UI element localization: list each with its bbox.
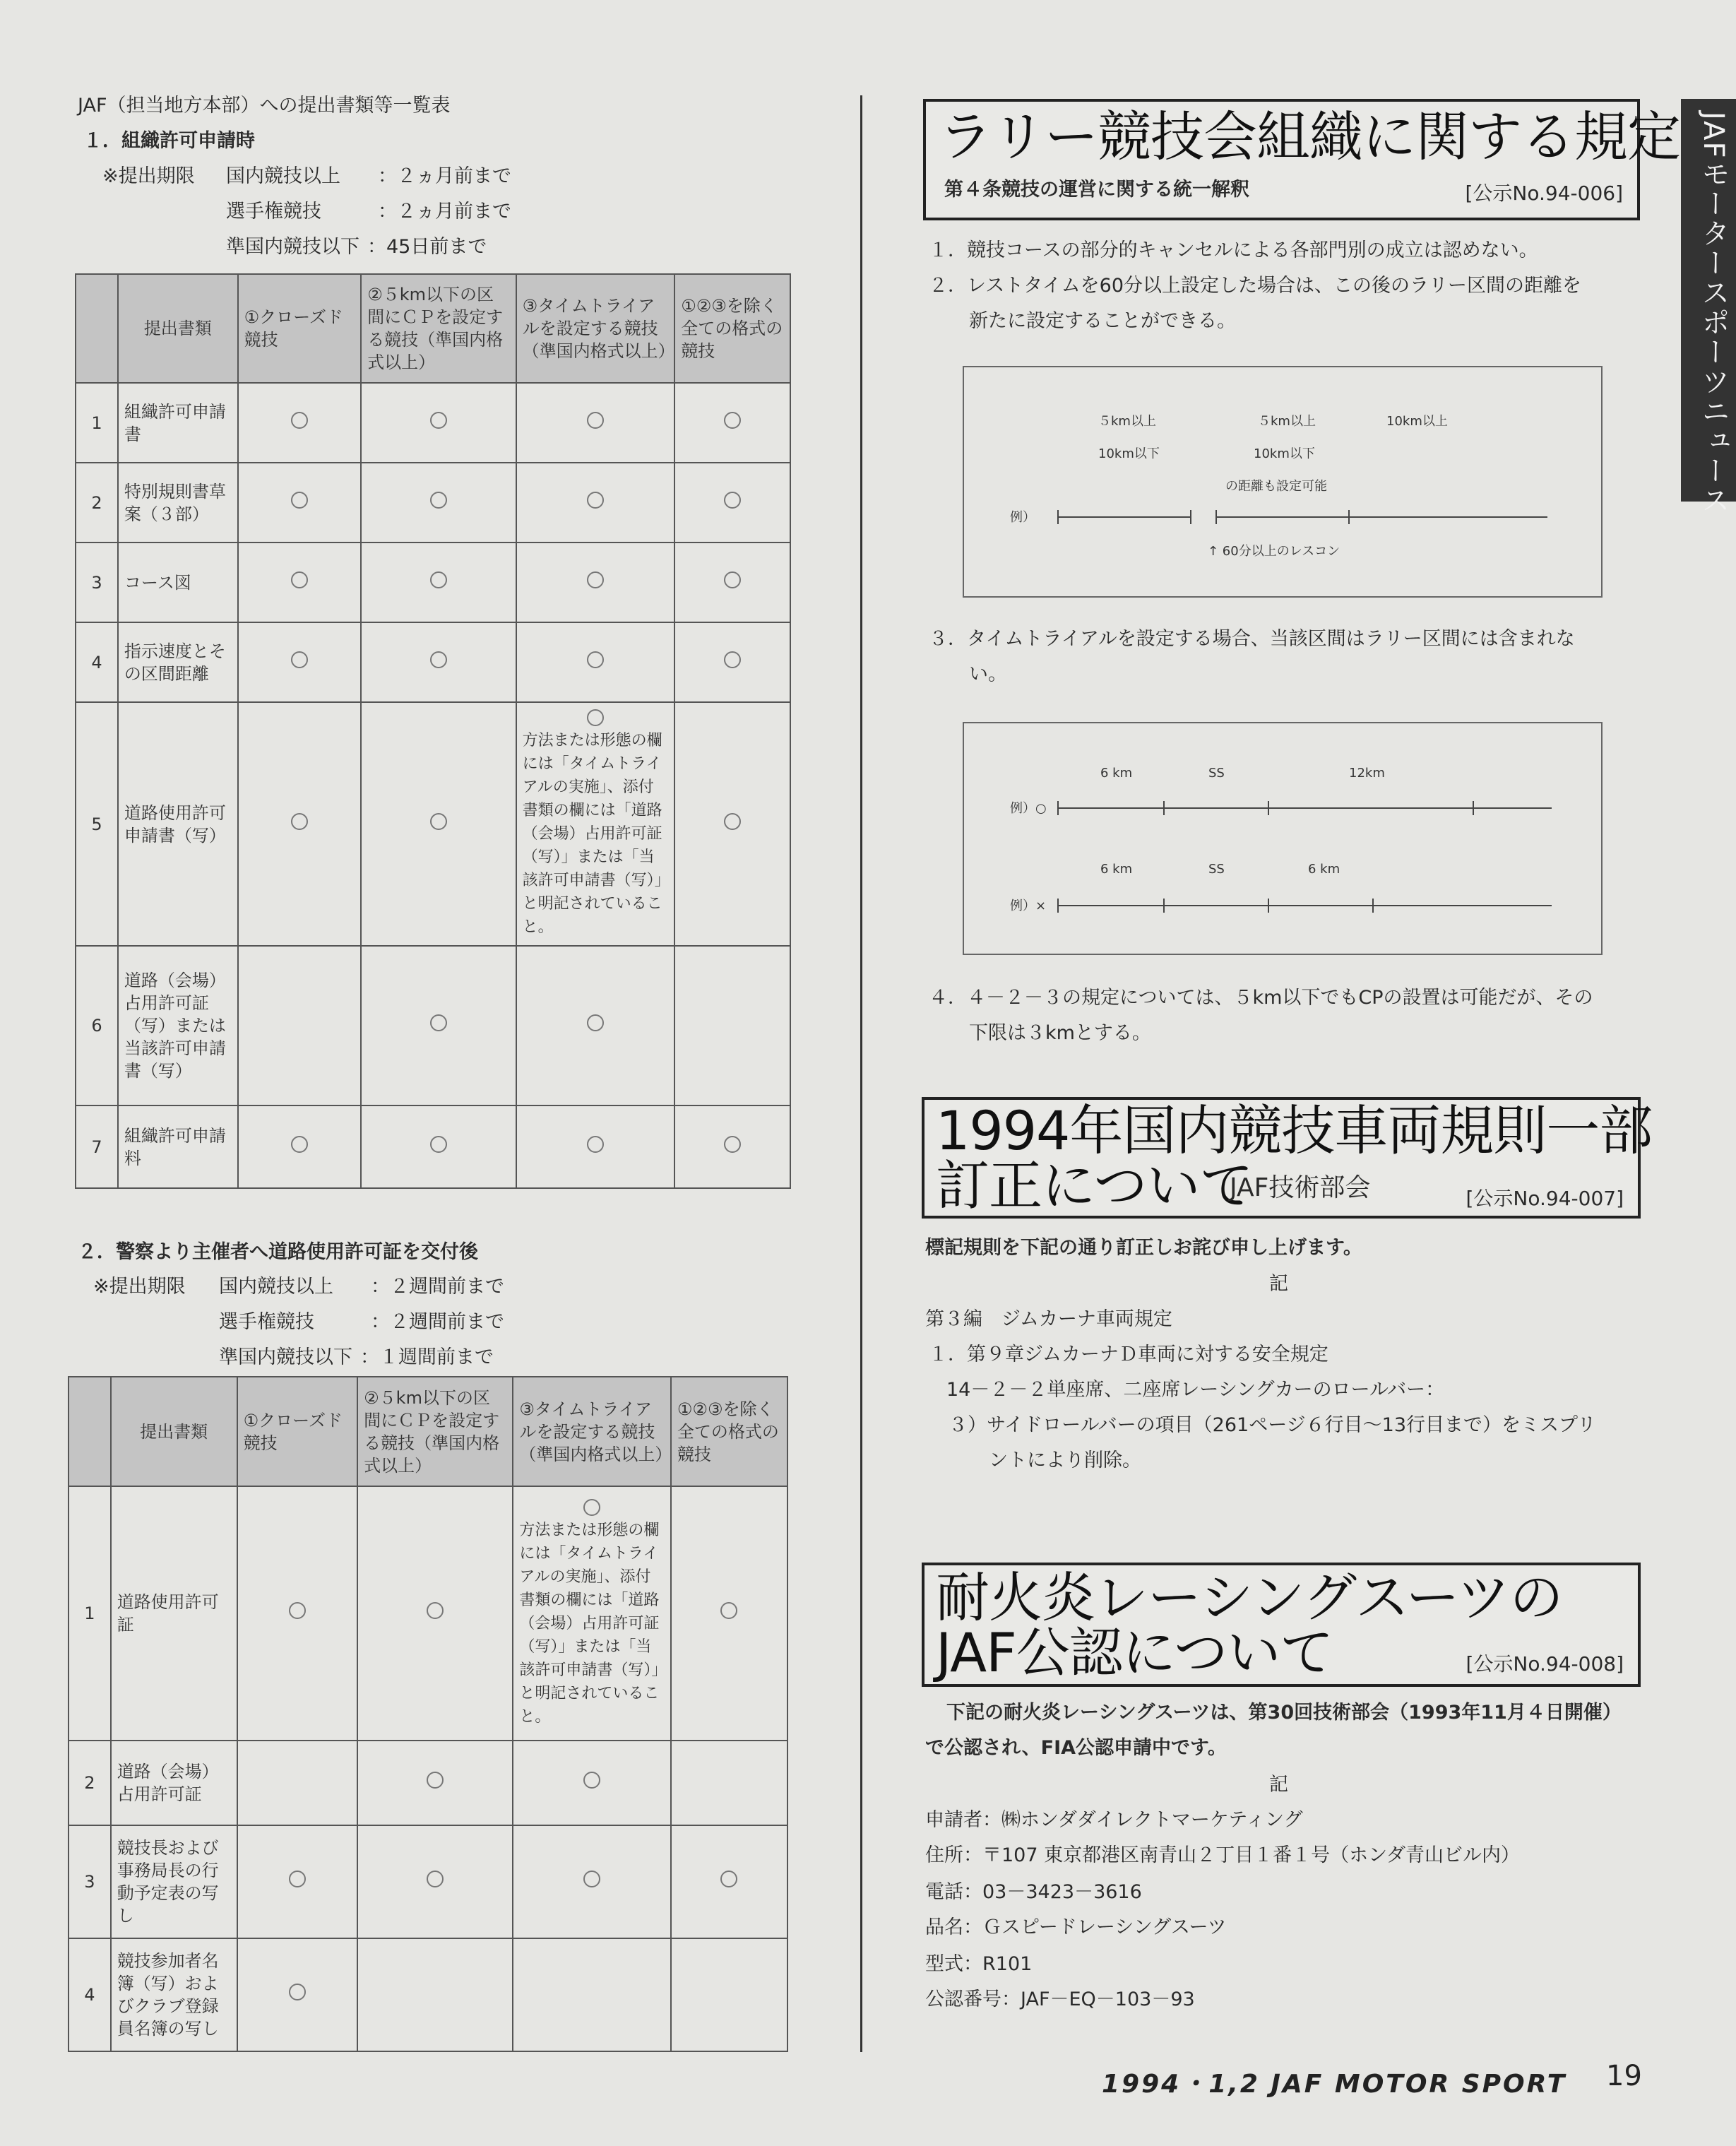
headline-org: JAF技術部会 [1230, 1173, 1371, 1202]
notice-code: [公示No.94-007] [1466, 1187, 1624, 1210]
section-tab [1681, 99, 1736, 516]
section1-title: １．組織許可申請時 [83, 130, 255, 152]
headline-box-suits [922, 1563, 1641, 1687]
row-number: 5 [76, 702, 118, 946]
circle-mark [583, 1871, 600, 1887]
submission-table-2 [68, 1376, 788, 2052]
notice-code: [公示No.94-006] [1465, 182, 1623, 205]
table-header: 提出書類 [111, 1377, 237, 1486]
table-header: 提出書類 [118, 274, 238, 383]
tick-mark [1057, 510, 1059, 524]
circle-mark [427, 1871, 444, 1887]
diagram-label: 10km以下 [1098, 446, 1160, 461]
note-text: 方法または形態の欄には「タイムトライアルの実施」、添付書類の欄には「道路（会場）占用許可証（写）」または「当該許可申請書（写）」と明記されていること。 [519, 1521, 660, 1726]
row-number: 6 [76, 946, 118, 1105]
body-text: 記 [1269, 1774, 1288, 1796]
circle-mark [289, 1871, 306, 1887]
circle-mark [291, 412, 308, 429]
circle-mark [587, 709, 604, 726]
tick-mark [1372, 899, 1374, 913]
diagram-example-label: 例）× [1010, 899, 1047, 913]
diagram-label: 12km [1349, 766, 1385, 781]
circle-mark [430, 571, 447, 588]
body-text: 申請者：㈱ホンダダイレクトマーケティング [925, 1809, 1303, 1831]
table-row [76, 543, 790, 622]
diagram-label: ５km以上 [1258, 414, 1316, 429]
circle-mark [583, 1499, 600, 1516]
submission-table-1 [75, 273, 791, 1189]
circle-mark [427, 1772, 444, 1789]
row-number: 2 [69, 1741, 111, 1825]
tick-mark [1473, 801, 1474, 815]
headline-title: 訂正について [936, 1154, 1253, 1217]
headline-title: 1994年国内競技車両規則一部 [936, 1099, 1653, 1162]
notice-code: [公示No.94-008] [1466, 1652, 1624, 1676]
headline-title: ラリー競技会組織に関する規定 [939, 105, 1680, 168]
diagram-label: 6 km [1100, 766, 1133, 781]
document-name: 競技参加者名簿（写）およびクラブ登録員名簿の写し [111, 1938, 237, 2051]
deadline-key: 準国内競技以下 [226, 236, 359, 258]
body-text: 品名：Ｇスピードレーシングスーツ [925, 1916, 1227, 1938]
table-header: ①②③を除く全ての格式の競技 [671, 1377, 787, 1486]
circle-mark [289, 1984, 306, 2000]
diagram-label: の距離も設定可能 [1225, 479, 1327, 494]
row-number: 1 [69, 1486, 111, 1741]
deadline-value: ：１週間前まで [360, 1346, 494, 1368]
document-name: 特別規則書草案（３部） [118, 463, 238, 543]
circle-mark [587, 651, 604, 668]
body-text: 下記の耐火炎レーシングスーツは、第30回技術部会（1993年11月４日開催） [946, 1702, 1622, 1724]
deadline-label: ※提出期限 [93, 1276, 186, 1298]
table-header: ③タイムトライアルを設定する競技（準国内格式以上） [516, 274, 675, 383]
diagram-note: ↑ 60分以上のレスコン [1208, 544, 1340, 559]
circle-mark [724, 412, 741, 429]
table-header: ①クローズド競技 [237, 1377, 358, 1486]
document-name: 組織許可申請料 [118, 1105, 238, 1188]
row-number: 4 [76, 622, 118, 702]
document-name: 道路使用許可証 [111, 1486, 237, 1741]
deadline-key: 国内競技以上 [226, 165, 340, 187]
tick-mark [1268, 801, 1269, 815]
table-row [76, 1105, 790, 1188]
circle-mark [291, 813, 308, 830]
diagram-example-label: 例） [1010, 510, 1035, 525]
table-row [76, 622, 790, 702]
diagram-rest-time [963, 366, 1603, 598]
table-row [69, 1486, 787, 1741]
deadline-value: ：２週間前まで [371, 1276, 504, 1298]
body-text: 公認番号：JAF－EQ－103－93 [925, 1988, 1195, 2010]
deadline-value: ：２ヵ月前まで [378, 165, 511, 187]
body-text: 型式：R101 [925, 1953, 1033, 1975]
tick-mark [1163, 899, 1165, 913]
headline-box-vehicle [922, 1097, 1653, 1219]
circle-mark [291, 1136, 308, 1153]
course-line [1057, 807, 1552, 809]
tick-mark [1163, 801, 1165, 815]
document-name: 道路（会場）占用許可証 [111, 1741, 237, 1825]
table-row [69, 1825, 787, 1938]
headline-subtitle: 第４条競技の運営に関する統一解釈 [944, 179, 1249, 201]
note-text: 方法または形態の欄には「タイムトライアルの実施」、添付書類の欄には「道路（会場）占用許可証（写）」または「当該許可申請書（写）」と明記されていること。 [522, 732, 662, 936]
circle-mark [427, 1602, 444, 1619]
tick-mark [1057, 899, 1059, 913]
list-heading: JAF（担当地方本部）への提出書類等一覧表 [78, 95, 451, 117]
table-row [76, 702, 790, 946]
table-header [76, 274, 118, 383]
headline-title: 耐火炎レーシングスーツの [936, 1566, 1563, 1629]
circle-mark [720, 1602, 737, 1619]
document-name: 道路（会場）占用許可証（写）または当該許可申請書（写） [118, 946, 238, 1105]
table-row [76, 946, 790, 1105]
tick-mark [1348, 510, 1350, 524]
section-tab-label: JAFモータースポーツニュース [1697, 112, 1730, 516]
diagram-label: 10km以上 [1386, 414, 1448, 429]
rule-item-1: １．競技コースの部分的キャンセルによる各部門別の成立は認めない。 [929, 239, 1538, 261]
circle-mark [583, 1772, 600, 1789]
headline-title: JAF公認について [936, 1621, 1333, 1684]
circle-mark [430, 651, 447, 668]
document-name: コース図 [118, 543, 238, 622]
body-text: 住所：〒107 東京都港区南青山２丁目１番１号（ホンダ青山ビル内） [925, 1844, 1521, 1866]
rule-item-4: ４．４－２－３の規定については、５km以下でもCPの設置は可能だが、その [929, 987, 1593, 1009]
table-row [69, 1741, 787, 1825]
rule-item-2-cont: 新たに設定することができる。 [969, 310, 1236, 332]
circle-mark [587, 571, 604, 588]
course-line [1057, 905, 1552, 906]
table-row [69, 1938, 787, 2051]
row-number: 2 [76, 463, 118, 543]
diagram-time-trial [963, 722, 1603, 955]
table-row [76, 463, 790, 543]
table-header: ②５km以下の区間にＣＰを設定する競技（準国内格式以上） [357, 1377, 513, 1486]
body-text: 標記規則を下記の通り訂正しお詫び申し上げます。 [925, 1237, 1362, 1259]
table-header: ②５km以下の区間にＣＰを設定する競技（準国内格式以上） [361, 274, 516, 383]
tick-mark [1057, 801, 1059, 815]
circle-mark [430, 813, 447, 830]
table-header: ①クローズド競技 [238, 274, 362, 383]
diagram-label: ５km以上 [1098, 414, 1156, 429]
body-text: 第３編 ジムカーナ車両規定 [925, 1308, 1172, 1330]
footer-magazine: 1994・1,2 JAF MOTOR SPORT [1102, 2070, 1567, 2099]
tick-mark [1190, 510, 1191, 524]
circle-mark [724, 492, 741, 509]
body-text: 電話：03－3423－3616 [925, 1881, 1142, 1903]
row-number: 3 [69, 1825, 111, 1938]
row-number: 4 [69, 1938, 111, 2051]
circle-mark [720, 1871, 737, 1887]
diagram-label: 6 km [1308, 862, 1340, 877]
deadline-value: ：２ヵ月前まで [378, 201, 511, 223]
circle-mark [587, 492, 604, 509]
body-text: ントにより削除。 [989, 1450, 1141, 1471]
diagram-label: 6 km [1100, 862, 1133, 877]
deadline-key: 準国内競技以下 [219, 1346, 352, 1368]
deadline-key: 国内競技以上 [219, 1276, 333, 1298]
body-text: １．第９章ジムカーナＤ車両に対する安全規定 [929, 1344, 1328, 1365]
body-text: ３）サイドロールバーの項目（261ページ６行目～13行目まで）をミスプリ [949, 1414, 1596, 1436]
diagram-example-label: 例）○ [1010, 801, 1047, 816]
course-line [1057, 516, 1190, 518]
circle-mark [291, 651, 308, 668]
document-name: 道路使用許可申請書（写） [118, 702, 238, 946]
deadline-value: ：45日前まで [367, 236, 487, 258]
diagram-label: SS [1208, 862, 1225, 877]
row-number: 3 [76, 543, 118, 622]
section2-title: ２．警察より主催者へ道路使用許可証を交付後 [78, 1241, 478, 1263]
rule-item-2: ２．レストタイムを60分以上設定した場合は、この後のラリー区間の距離を [929, 275, 1582, 297]
table-header [69, 1377, 111, 1486]
circle-mark [430, 492, 447, 509]
diagram-label: SS [1208, 766, 1225, 781]
circle-mark [430, 1136, 447, 1153]
table-header: ①②③を除く全ての格式の競技 [674, 274, 790, 383]
circle-mark [291, 492, 308, 509]
row-number: 7 [76, 1105, 118, 1188]
circle-mark [587, 412, 604, 429]
circle-mark [430, 1014, 447, 1031]
circle-mark [430, 412, 447, 429]
circle-mark [724, 813, 741, 830]
deadline-value: ：２週間前まで [371, 1311, 504, 1333]
deadline-key: 選手権競技 [226, 201, 321, 223]
document-name: 競技長および事務局長の行動予定表の写し [111, 1825, 237, 1938]
circle-mark [724, 571, 741, 588]
circle-mark [724, 1136, 741, 1153]
circle-mark [724, 651, 741, 668]
tick-mark [1268, 899, 1269, 913]
deadline-label: ※提出期限 [102, 165, 195, 187]
body-text: 14－２－２単座席、二座席レーシングカーのロールバー： [946, 1379, 1445, 1401]
deadline-key: 選手権競技 [219, 1311, 314, 1333]
diagram-label: 10km以下 [1254, 446, 1315, 461]
page-number: 19 [1606, 2060, 1642, 2092]
document-name: 指示速度とその区間距離 [118, 622, 238, 702]
table-header: ③タイムトライアルを設定する競技（準国内格式以上） [513, 1377, 671, 1486]
rule-item-3: ３．タイムトライアルを設定する場合、当該区間はラリー区間には含まれな [929, 628, 1575, 650]
circle-mark [587, 1136, 604, 1153]
body-text: 記 [1269, 1273, 1288, 1295]
body-text: で公認され、FIA公認申請中です。 [925, 1737, 1227, 1759]
circle-mark [289, 1602, 306, 1619]
row-number: 1 [76, 383, 118, 463]
rule-item-4-cont: 下限は３kmとする。 [969, 1022, 1151, 1044]
table-row [76, 383, 790, 463]
course-line [1215, 516, 1547, 518]
circle-mark [291, 571, 308, 588]
column-divider [860, 95, 862, 2052]
document-name: 組織許可申請書 [118, 383, 238, 463]
circle-mark [587, 1014, 604, 1031]
rule-item-3-cont: い。 [969, 663, 1007, 685]
headline-box-rally [923, 99, 1680, 220]
